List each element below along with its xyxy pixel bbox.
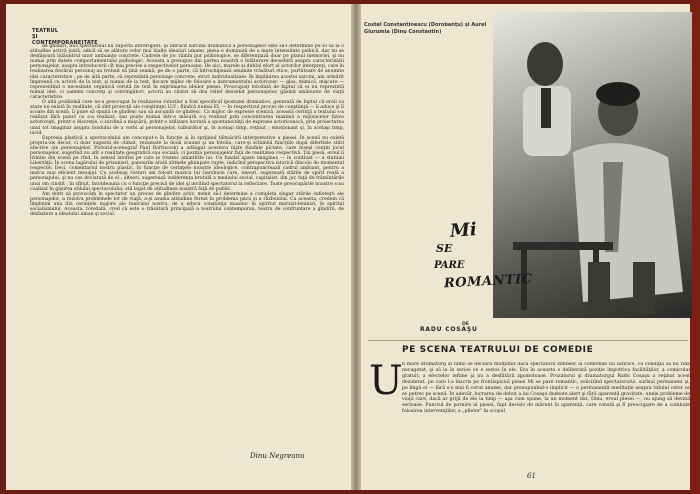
right-page — [362, 8, 692, 484]
paragraph: Expresia plastică a spectacolului am conceput-o în funcţie şi în sprijinul tălmăcirii interpretative a piesei. În scenă nu există propriu-zis decor, ci doar sugestii de climat, rezumate la două scaune şi un fotoliu, care-şi schimbă funcţiile după diferitele stări afective ale personajelor. Pictorul-scenograf Paul Bortnovski a adăugat acestora nişte fundale pictate, care înseşi conţin jocul personajelor, sugerînd nu atît o realitate geografică sau socială, ci poziţia personajelor faţă de realitatea respectivă. Ţin piesă, eroul îi trimite din scenă pe rînd, în sensul istoriei pe care le trezesc amintirile lui. Un fundal apare imaginea — în contrast — a statuiei Libertăţii. În scena lagărului de prizonieri, panourile arată sîrmele ghimpate rupte, indicînd perspectiva istorică dincolo de momentul respectiv. Deci, comentariul nostru plastic, în funcţie de cerinţele noastre ideologice, contrapunctează cadrul ambiant, pentru a marca mai eficient mesajul. Cu aceleaşi rosturi am folosit muzica lui Gershwin care, uneori, sugerează stările de spirit reală a personajului, şi nu ces declarată de el ; alteori, sugerează indiferenţa brutală a mediului social, capitalist, din jur, faţă de frămîntările unui om cinstit ; în sfîrşit, întotdeauna cu o funcţie precisă de idei şi invitînd spectatorul la reflectare. Toate preocupările noastre s-au coalizat în găsirea stilului spectacolului, stil legat de atitudinea noastră faţă de public. — [30, 135, 344, 192]
title-word: SE — [436, 242, 453, 255]
section-label-line: CONTEMPORANEITATE — [32, 40, 98, 46]
paragraph: O altă problemă care ne-a preocupat în realizarea rolurilor a fost specificul ipostazei dramatice, generată de faptul că eroii ca atare nu există în realitate, că sînt proiecţii ale conştiinţei LUI ; fiindcă numai EL — în respectivul proces de conştiinţă — îi aduce şi îi scoate din scenă, îi pune să spună ce gîndesc sau să ascundă ce gîndesc. Ca mijloc de expresie scenică, această cerinţă a textului s-a realizat fără punct ca s-a realizat, sau poate numai într-o măsură s-a realizat prin concentrarea maximă a mijloacelor fizice actoriceşti, printr-o discreţie, o surdină a mişcării, printr-o utilizare lucrată a spontaneităţii de expresie actoricească, prin proiectarea unui tot imaginar asupra fondului de a vorbi al personajelor, tulburător şi, în acelaşi timp, reţinut ; emoţionant şi, în acelaşi timp, lucid. — [30, 100, 344, 136]
title-word: PARE — [434, 260, 465, 271]
title-word: ROMANTIC — [443, 271, 533, 292]
divider — [368, 340, 688, 341]
page-gutter — [351, 4, 361, 490]
article-body — [402, 362, 690, 456]
left-page — [14, 8, 344, 484]
byline-prefix: DE — [462, 322, 469, 327]
drop-cap: U — [369, 358, 403, 404]
left-body-text — [30, 44, 344, 444]
paragraph: Am dorit să provocăm în spectator un proces de gîndire activ, menit să-l determine a completa singur stările sufleteşti ale personajelor, a rezolva problemele lor de viaţă, a-şi asuma atitudine fermă în problema păcii şi a războiului. Ca aceasta, credem că împlinim una din cerinţele majore ale teatrului nostru, de a educa conştiinţa maselor în spiritul marxist-leninist, în spiritul socialismului. Aceasta, totodată, cred că este o trăsătură principală a teatrului contemporan, teatru de confruntare a gîndirii, de dezbatere a idealului uman şi social. — [30, 191, 344, 218]
photo-caption: Costel Constantinescu (Dorobanţu) şi Aurel Giurumia (Dinu Constantin) — [364, 22, 487, 35]
author-byline: RADU COSAŞU — [420, 326, 478, 333]
article-title-art — [402, 219, 533, 310]
title-word: Mi — [449, 219, 478, 242]
paragraph: n mare dramaturg al lumii se declara mulţumit dacă spectatorii zîmbesc la comediile lui satirice, cu condiţia să nu rîdă necugetat, şi să ia în serios ce e serios în ele. Era în aceasta o deliberată poziţie împotriva facilităţilor, a comicului gratuit, a efectelor ieftine şi nu a desfătării zgomotoase. Prozatorul şi dramaturgul Radu Cosaşu a reţinut acest deziderat, pe care l-a înscris pe frontispiciul piesei Mi se pare romantic, solicitînd spectatorului, surîsul permanent şi, pe lîngă el — fără s-o mai fi cerut anume, dar presupunînd-o implicit — o permanentă meditaţie asupra titlului celor ce se petrec pe scenă. În adevăr, lucrarea de debut a lui Cosaşu dezbate alert şi fără aparentă gravitate, unele probleme de viaţă care, dacă ar grijă de ele la timp — aşa cum spune, la un moment dat, Dinu, eroul piesei —, nu ajung să devină serioase. Punctul de pornire al piesei, fapt decisiv de mărunt în aparenţă, care constă şi fi preocupare de a combate folosirea intervenţiilor, a „pilelor” în scopul — [402, 362, 690, 415]
author-signature: Dinu Negreanu — [250, 452, 305, 460]
article-heading: PE SCENA TEATRULUI DE COMEDIE — [402, 345, 594, 355]
paragraph: de ghiduri, nici spectacolul nu suportă întreruperi. Şi întrucît sarcina dramatică a personajelor este să-l determine pe El să ia o atitudine activă justă, adică să se alăture celor mai înalte idealuri umane, piesa e dominată de o mare intensitate psihică, dar nu se desfăşoară înlăuntrul unor ambianţe concrete. Cadrele de joc rămîn pur psihologice, se diferenţiază doar pe planul memoriei, şi nu numai prin datele comportamentului psihologic. Aceasta a presupus din partea noastră o înlăturare deosebită asupra caracterizării personajelor, asupra introducerii cît mai precise a respectivelor persoane. De aici, marele şi dublul efort al actorilor interpreţi, care în realizarea fiecărui personaj au trebuit să ţină seamă, pe de o parte, că întruchipează anumite trăsături etice, purtătoare de anumite idei caracteristice ; pe de altă parte, că reprezintă personaje concrete, strict individualizate. În împlinirea acestei sarcini, am urmărit împreună cu actorii de la text, şi numai de la text, fiecare mijloc de folosire a instrumentului actoricesc — glas, mimică, mişcare — reprezentînd o necesitate organică cerută de text în exprimarea ideilor piesei. Preocupaţi totodată de faptul că ei nu reprezintă numai idei, ci oameni concreţi şi convingători, actorii au căutat să dea relief deosebit personajelor, găsind amănunte de viaţă caracteristice. — [30, 44, 344, 100]
section-label-line: ŞI — [32, 34, 38, 40]
page-number: 61 — [527, 472, 536, 480]
section-label-line: TEATRUL — [32, 28, 59, 34]
